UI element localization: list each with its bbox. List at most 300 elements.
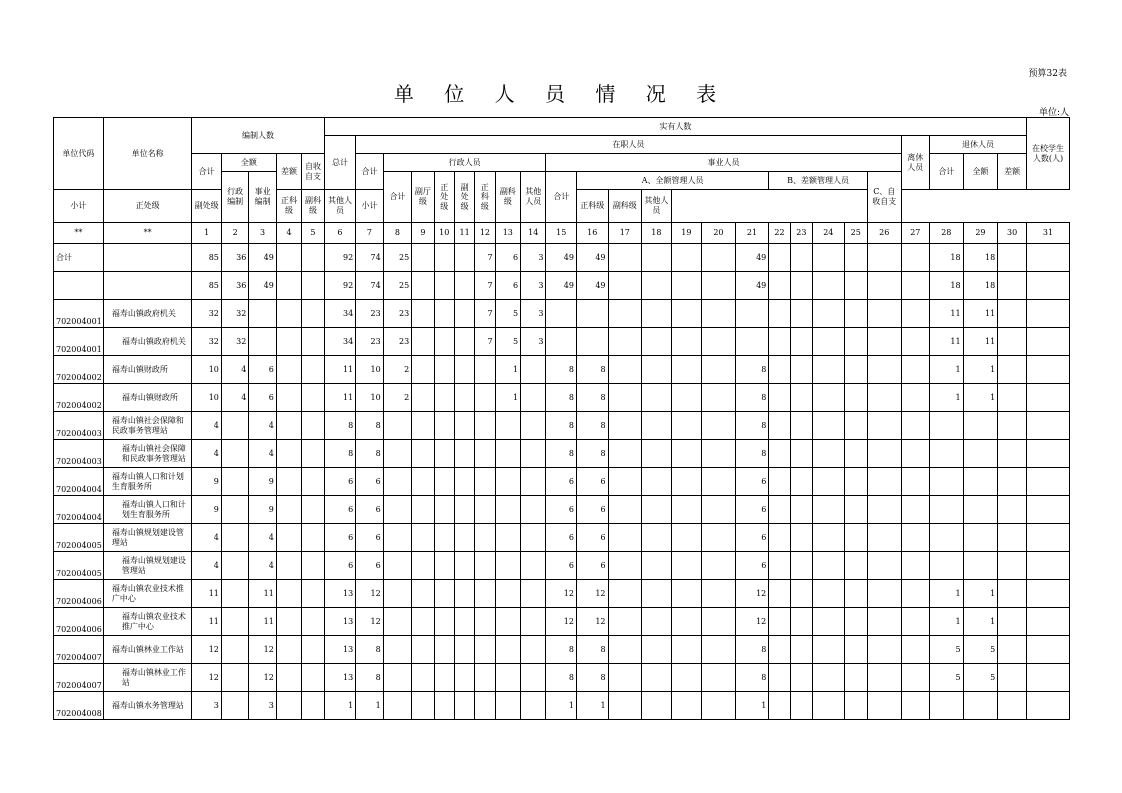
value-cell [576, 300, 608, 328]
value-cell [735, 328, 769, 356]
value-cell: 8 [576, 384, 608, 412]
table-row [54, 524, 1070, 552]
header-code: 单位代码 [54, 118, 104, 190]
header-a-fuchu: 副处级 [192, 190, 222, 223]
value-cell [1026, 356, 1069, 384]
value-cell: 6 [735, 496, 769, 524]
value-cell: 49 [249, 244, 276, 272]
value-cell: 23 [383, 328, 411, 356]
value-cell [495, 692, 520, 720]
value-cell: 49 [576, 244, 608, 272]
value-cell [434, 496, 454, 524]
value-cell: 36 [221, 272, 248, 300]
value-cell: 12 [546, 580, 577, 608]
value-cell: 8 [576, 664, 608, 692]
value-cell [276, 300, 301, 328]
value-cell: 6 [576, 552, 608, 580]
unit-name-cell: 福寿山镇财政所 [103, 356, 192, 384]
value-cell [412, 272, 434, 300]
value-cell [475, 440, 495, 468]
value-cell: 32 [192, 300, 222, 328]
value-cell [642, 580, 672, 608]
value-cell [790, 440, 812, 468]
value-cell: 10 [356, 384, 383, 412]
value-cell: 6 [735, 468, 769, 496]
value-cell: 11 [249, 580, 276, 608]
value-cell: 10 [356, 356, 383, 384]
unit-code-cell: 702004004 [54, 468, 104, 496]
value-cell [434, 664, 454, 692]
value-cell [221, 412, 248, 440]
value-cell [867, 244, 901, 272]
value-cell: 6 [356, 524, 383, 552]
value-cell [434, 692, 454, 720]
value-cell: 13 [324, 608, 356, 636]
table-row [54, 580, 1070, 608]
value-cell [276, 496, 301, 524]
value-cell [642, 272, 672, 300]
value-cell [475, 636, 495, 664]
value-cell [867, 300, 901, 328]
value-cell: 4 [192, 552, 222, 580]
value-cell: 74 [356, 244, 383, 272]
value-cell [383, 664, 411, 692]
value-cell [790, 468, 812, 496]
value-cell [702, 552, 736, 580]
unit-name-cell: 福寿山镇财政所 [103, 384, 192, 412]
column-index-cell: ** [54, 223, 104, 244]
header-b-cha-e: B、差额管理人员 [769, 172, 868, 190]
value-cell: 6 [324, 468, 356, 496]
value-cell [1026, 272, 1069, 300]
value-cell [671, 384, 702, 412]
value-cell: 49 [546, 272, 577, 300]
value-cell [412, 580, 434, 608]
value-cell: 8 [324, 440, 356, 468]
value-cell: 7 [475, 272, 495, 300]
value-cell [1026, 580, 1069, 608]
value-cell: 4 [249, 552, 276, 580]
value-cell [576, 328, 608, 356]
value-cell [434, 440, 454, 468]
value-cell [702, 608, 736, 636]
unit-name-cell: 福寿山镇农业技术推广中心 [103, 580, 192, 608]
header-student: 在校学生人数(人) [1026, 118, 1069, 190]
value-cell [495, 552, 520, 580]
value-cell [454, 300, 474, 328]
value-cell: 5 [930, 636, 964, 664]
value-cell [521, 412, 546, 440]
value-cell [642, 412, 672, 440]
value-cell: 12 [576, 580, 608, 608]
value-cell [434, 384, 454, 412]
value-cell: 6 [576, 524, 608, 552]
value-cell [901, 328, 929, 356]
value-cell [844, 244, 867, 272]
value-cell [769, 300, 790, 328]
value-cell [998, 384, 1027, 412]
header-zongji: 总计 [324, 136, 356, 190]
value-cell [867, 496, 901, 524]
value-cell [813, 468, 845, 496]
value-cell: 1 [963, 608, 998, 636]
value-cell [813, 356, 845, 384]
value-cell [412, 440, 434, 468]
value-cell: 5 [495, 328, 520, 356]
value-cell: 5 [495, 300, 520, 328]
column-index-cell: 11 [454, 223, 474, 244]
value-cell [867, 468, 901, 496]
value-cell [844, 552, 867, 580]
value-cell [998, 300, 1027, 328]
value-cell: 11 [249, 608, 276, 636]
unit-name-cell: 福寿山镇人口和计划生育服务所 [103, 496, 192, 524]
value-cell [998, 608, 1027, 636]
value-cell: 13 [324, 636, 356, 664]
value-cell: 49 [735, 244, 769, 272]
value-cell: 4 [221, 356, 248, 384]
value-cell [813, 692, 845, 720]
value-cell [901, 244, 929, 272]
value-cell [1026, 608, 1069, 636]
value-cell [302, 412, 324, 440]
value-cell: 32 [221, 300, 248, 328]
value-cell [998, 692, 1027, 720]
value-cell [702, 272, 736, 300]
table-row [54, 468, 1070, 496]
value-cell [867, 524, 901, 552]
value-cell: 9 [249, 496, 276, 524]
value-cell [867, 328, 901, 356]
value-cell [642, 608, 672, 636]
value-cell [642, 244, 672, 272]
value-cell [998, 636, 1027, 664]
value-cell [769, 384, 790, 412]
value-cell: 11 [963, 300, 998, 328]
header-a-qita: 其他人员 [324, 190, 356, 223]
value-cell: 85 [192, 244, 222, 272]
value-cell: 18 [963, 244, 998, 272]
value-cell: 6 [546, 524, 577, 552]
value-cell [475, 608, 495, 636]
value-cell [521, 440, 546, 468]
value-cell [302, 524, 324, 552]
value-cell: 9 [192, 496, 222, 524]
value-cell: 32 [221, 328, 248, 356]
value-cell [1026, 300, 1069, 328]
header-zheng-chu: 正处级 [434, 172, 454, 223]
value-cell: 6 [576, 468, 608, 496]
value-cell [769, 524, 790, 552]
value-cell [276, 580, 301, 608]
value-cell [434, 412, 454, 440]
column-index-row [54, 223, 1070, 244]
value-cell [844, 356, 867, 384]
value-cell: 11 [324, 384, 356, 412]
value-cell: 5 [963, 664, 998, 692]
value-cell [412, 384, 434, 412]
value-cell [901, 692, 929, 720]
value-cell [521, 664, 546, 692]
value-cell: 13 [324, 664, 356, 692]
personnel-table [53, 117, 1070, 720]
value-cell [930, 412, 964, 440]
value-cell [495, 580, 520, 608]
unit-name-cell: 福寿山镇林业工作站 [103, 664, 192, 692]
value-cell [383, 412, 411, 440]
value-cell: 12 [576, 608, 608, 636]
header-tx-cha-e: 差额 [998, 154, 1027, 190]
value-cell [769, 496, 790, 524]
value-cell [813, 524, 845, 552]
column-index-cell: 25 [844, 223, 867, 244]
value-cell [454, 356, 474, 384]
value-cell [790, 552, 812, 580]
value-cell [642, 328, 672, 356]
value-cell: 3 [192, 692, 222, 720]
value-cell [276, 692, 301, 720]
value-cell [454, 244, 474, 272]
value-cell [671, 356, 702, 384]
value-cell [383, 524, 411, 552]
unit-code-cell: 合计 [54, 244, 104, 272]
value-cell [454, 524, 474, 552]
unit-code-cell: 702004002 [54, 356, 104, 384]
column-index-cell: 29 [963, 223, 998, 244]
value-cell [475, 552, 495, 580]
value-cell [998, 552, 1027, 580]
value-cell [302, 552, 324, 580]
value-cell [671, 412, 702, 440]
value-cell: 92 [324, 244, 356, 272]
unit-code-cell: 702004001 [54, 328, 104, 356]
column-index-cell: 30 [998, 223, 1027, 244]
value-cell [302, 608, 324, 636]
value-cell [434, 300, 454, 328]
value-cell [671, 636, 702, 664]
table-header [54, 118, 1070, 223]
value-cell [276, 328, 301, 356]
value-cell: 8 [356, 664, 383, 692]
value-cell [521, 496, 546, 524]
value-cell [769, 440, 790, 468]
value-cell [383, 636, 411, 664]
value-cell [608, 300, 642, 328]
header-a-zhengchu: 正处级 [103, 190, 192, 223]
value-cell [963, 496, 998, 524]
value-cell [642, 300, 672, 328]
header-tx-heji: 合计 [930, 154, 964, 190]
table-row [54, 356, 1070, 384]
column-index-cell: 23 [790, 223, 812, 244]
unit-code-cell: 702004008 [54, 692, 104, 720]
value-cell [454, 552, 474, 580]
value-cell [221, 496, 248, 524]
column-index-cell: ** [103, 223, 192, 244]
value-cell [930, 552, 964, 580]
value-cell [901, 440, 929, 468]
value-cell [642, 384, 672, 412]
header-heji: 合计 [356, 154, 383, 190]
value-cell [901, 524, 929, 552]
table-row [54, 300, 1070, 328]
value-cell [454, 440, 474, 468]
value-cell: 12 [249, 636, 276, 664]
value-cell [608, 552, 642, 580]
value-cell [930, 692, 964, 720]
header-shiyou: 实有人数 [324, 118, 1026, 136]
value-cell: 12 [546, 608, 577, 636]
value-cell [790, 496, 812, 524]
value-cell [434, 580, 454, 608]
value-cell: 11 [963, 328, 998, 356]
value-cell [642, 552, 672, 580]
value-cell [276, 244, 301, 272]
value-cell [702, 328, 736, 356]
value-cell [790, 524, 812, 552]
unit-name-cell: 福寿山镇政府机关 [103, 328, 192, 356]
column-index-cell: 16 [576, 223, 608, 244]
value-cell [221, 524, 248, 552]
value-cell: 11 [930, 328, 964, 356]
value-cell [813, 496, 845, 524]
value-cell [276, 272, 301, 300]
value-cell [963, 412, 998, 440]
value-cell: 7 [475, 300, 495, 328]
value-cell [671, 300, 702, 328]
value-cell: 9 [192, 468, 222, 496]
unit-code-cell: 702004007 [54, 636, 104, 664]
value-cell [998, 440, 1027, 468]
value-cell [521, 608, 546, 636]
value-cell [998, 496, 1027, 524]
value-cell [844, 412, 867, 440]
value-cell [998, 468, 1027, 496]
value-cell [813, 608, 845, 636]
page-title: 单 位 人 员 情 况 表 [393, 82, 729, 106]
value-cell [844, 524, 867, 552]
value-cell [813, 412, 845, 440]
value-cell [495, 608, 520, 636]
unit-name-cell: 福寿山镇社会保障和民政事务管理站 [103, 440, 192, 468]
value-cell: 8 [546, 356, 577, 384]
value-cell [901, 468, 929, 496]
value-cell [867, 384, 901, 412]
value-cell: 4 [249, 440, 276, 468]
value-cell: 6 [735, 552, 769, 580]
value-cell: 8 [576, 412, 608, 440]
unit-code-cell: 702004003 [54, 412, 104, 440]
value-cell [844, 300, 867, 328]
table-row [54, 608, 1070, 636]
value-cell [454, 412, 474, 440]
value-cell [671, 328, 702, 356]
unit-code-cell: 702004001 [54, 300, 104, 328]
value-cell [702, 356, 736, 384]
value-cell [844, 636, 867, 664]
value-cell [1026, 664, 1069, 692]
value-cell [383, 552, 411, 580]
value-cell: 34 [324, 300, 356, 328]
value-cell [930, 524, 964, 552]
value-cell [671, 608, 702, 636]
column-index-cell: 10 [434, 223, 454, 244]
value-cell [608, 384, 642, 412]
value-cell [276, 524, 301, 552]
column-index-cell: 15 [546, 223, 577, 244]
value-cell [702, 664, 736, 692]
column-index-cell: 18 [642, 223, 672, 244]
value-cell [769, 412, 790, 440]
column-index-cell: 26 [867, 223, 901, 244]
value-cell [608, 524, 642, 552]
value-cell [901, 552, 929, 580]
value-cell [790, 356, 812, 384]
value-cell [454, 608, 474, 636]
value-cell: 6 [495, 244, 520, 272]
value-cell [495, 524, 520, 552]
value-cell: 49 [735, 272, 769, 300]
header-fu-ting: 副厅级 [412, 172, 434, 223]
value-cell [901, 608, 929, 636]
value-cell [790, 300, 812, 328]
value-cell [901, 496, 929, 524]
unit-code-cell: 702004006 [54, 608, 104, 636]
value-cell: 8 [546, 412, 577, 440]
value-cell [1026, 552, 1069, 580]
value-cell [276, 384, 301, 412]
value-cell: 10 [192, 356, 222, 384]
value-cell [221, 580, 248, 608]
column-index-cell: 12 [475, 223, 495, 244]
value-cell [867, 356, 901, 384]
value-cell: 6 [249, 356, 276, 384]
value-cell [475, 384, 495, 412]
value-cell [221, 692, 248, 720]
value-cell: 12 [249, 664, 276, 692]
column-index-cell: 21 [735, 223, 769, 244]
value-cell: 6 [324, 552, 356, 580]
value-cell [702, 636, 736, 664]
value-cell [475, 468, 495, 496]
value-cell [735, 300, 769, 328]
value-cell: 92 [324, 272, 356, 300]
header-shiye: 事业人员 [546, 154, 901, 172]
value-cell [844, 608, 867, 636]
value-cell: 18 [963, 272, 998, 300]
value-cell: 6 [356, 468, 383, 496]
value-cell [454, 328, 474, 356]
value-cell [546, 328, 577, 356]
column-index-cell: 9 [412, 223, 434, 244]
value-cell [813, 552, 845, 580]
value-cell [813, 244, 845, 272]
value-cell [412, 608, 434, 636]
column-index-cell: 4 [276, 223, 301, 244]
table-row [54, 692, 1070, 720]
value-cell: 8 [735, 636, 769, 664]
value-cell: 1 [930, 356, 964, 384]
header-xz-heji: 合计 [383, 172, 411, 223]
value-cell [642, 692, 672, 720]
value-cell: 8 [324, 412, 356, 440]
value-cell: 1 [963, 384, 998, 412]
header-b-xiaoji: 小计 [356, 190, 383, 223]
value-cell [521, 384, 546, 412]
value-cell: 1 [576, 692, 608, 720]
value-cell [671, 244, 702, 272]
value-cell: 3 [521, 300, 546, 328]
